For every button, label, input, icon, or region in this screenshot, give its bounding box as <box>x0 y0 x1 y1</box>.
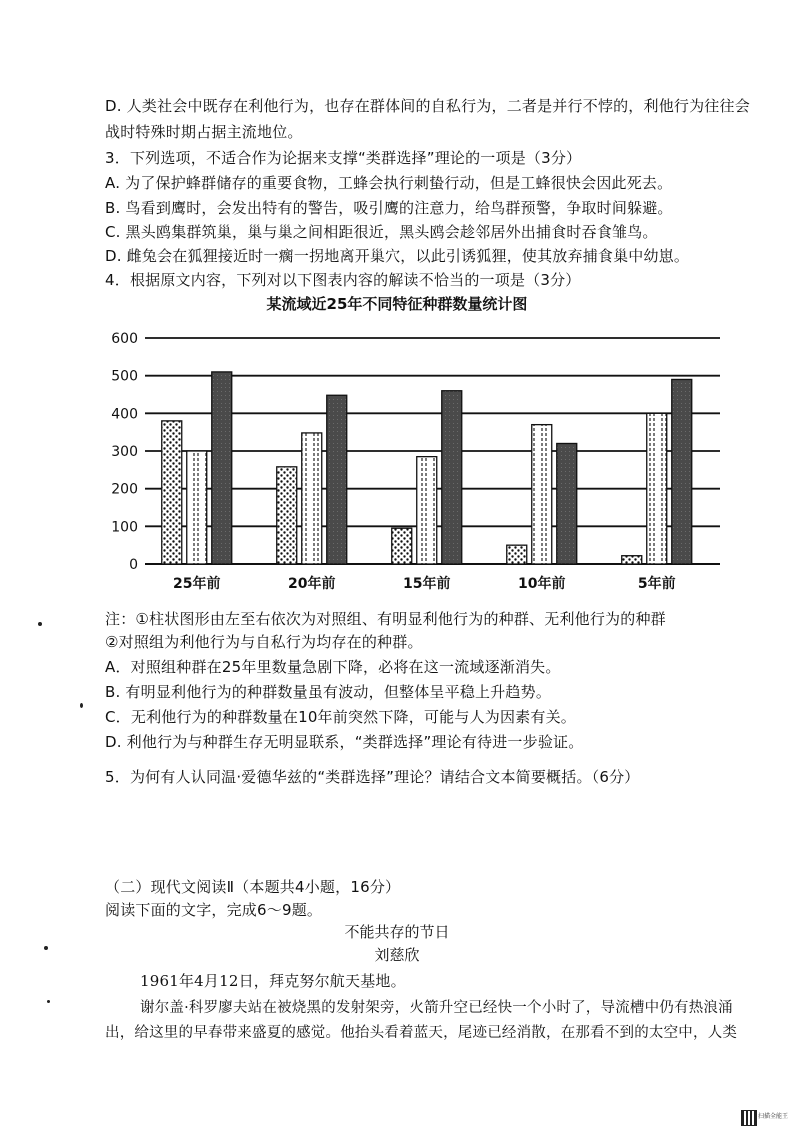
scan-speck <box>80 703 83 708</box>
bar-dots-1 <box>277 467 297 564</box>
bar-dashed-1 <box>302 433 322 564</box>
q4-stem: 4．根据原文内容，下列对以下图表内容的解读不恰当的一项是（3分） <box>105 271 581 289</box>
section2-instruction: 阅读下面的文字，完成6～9题。 <box>105 901 323 919</box>
q4-note-2: ②对照组为利他行为与自私行为均存在的种群。 <box>105 633 423 651</box>
bar-dots-2 <box>392 528 412 564</box>
bar-dark-2 <box>442 391 462 564</box>
story-paragraph-2-line2: 出，给这里的早春带来盛夏的感觉。他抬头看着蓝天，尾迹已经消散，在那看不到的太空中，人类 <box>105 1025 738 1041</box>
q3-option-a: A. 为了保护蜂群储存的重要食物，工蜂会执行刺蛰行动，但是工蜂很快会因此死去。 <box>105 174 673 192</box>
y-tick-label: 600 <box>111 331 138 347</box>
q3-stem: 3．下列选项，不适合作为论据来支撑“类群选择”理论的一项是（3分） <box>105 149 582 167</box>
bar-dashed-4 <box>647 413 667 564</box>
bar-dots-4 <box>622 556 642 564</box>
q4-option-c: C．无利他行为的种群数量在10年前突然下降，可能与人为因素有关。 <box>105 708 576 726</box>
scan-speck <box>38 622 42 626</box>
q2-option-d-line1: D. 人类社会中既存在利他行为，也存在群体间的自私行为，二者是并行不悖的，利他行为往往会 <box>105 97 750 115</box>
bar-dark-3 <box>557 443 577 564</box>
q4-option-b: B. 有明显利他行为的种群数量虽有波动，但整体呈平稳上升趋势。 <box>105 683 552 701</box>
chart-categories <box>173 575 676 592</box>
y-tick-label: 400 <box>111 406 138 423</box>
category-label: 20年前 <box>288 576 336 592</box>
population-bar-chart <box>100 318 730 603</box>
chart-bars <box>162 372 692 564</box>
q4-option-a: A．对照组种群在25年里数量急剧下降，必将在这一流域逐渐消失。 <box>105 658 561 676</box>
story-paragraph-2-line1: 谢尔盖·科罗廖夫站在被烧黑的发射架旁，火箭升空已经快一个小时了，导流槽中仍有热浪涌 <box>140 1000 733 1016</box>
bar-dashed-2 <box>417 457 437 564</box>
q4-option-d: D. 利他行为与种群生存无明显联系，“类群选择”理论有待进一步验证。 <box>105 733 584 751</box>
bar-dots-3 <box>507 545 527 564</box>
watermark-qr-icon <box>741 1110 757 1126</box>
y-tick-label: 500 <box>111 368 138 385</box>
q3-option-c: C. 黑头鸥集群筑巢，巢与巢之间相距很近，黑头鸥会趁邻居外出捕食时吞食雏鸟。 <box>105 223 658 241</box>
story-paragraph-1: 1961年4月12日，拜克努尔航天基地。 <box>140 972 406 990</box>
chart-title: 某流域近25年不同特征种群数量统计图 <box>266 295 528 313</box>
q5-stem: 5．为何有人认同温·爱德华兹的“类群选择”理论？请结合文本简要概括。（6分） <box>105 768 640 786</box>
bar-dashed-3 <box>532 425 552 564</box>
category-label: 15年前 <box>403 576 451 592</box>
category-label: 10年前 <box>518 576 566 592</box>
bar-dark-1 <box>327 395 347 564</box>
q2-option-d-line2: 战时特殊时期占据主流地位。 <box>105 123 303 141</box>
category-label: 5年前 <box>637 576 676 592</box>
bar-dots-0 <box>162 421 182 564</box>
watermark-text: 扫描全能王 <box>758 1113 789 1120</box>
bar-dark-0 <box>212 372 232 564</box>
story-author: 刘慈欣 <box>374 946 420 964</box>
scan-speck <box>47 1000 50 1003</box>
q4-note-1: 注：①柱状图形由左至右依次为对照组、有明显利他行为的种群、无利他行为的种群 <box>105 610 666 628</box>
bar-dark-4 <box>672 379 692 564</box>
category-label: 25年前 <box>173 576 221 592</box>
y-tick-label: 0 <box>129 557 138 573</box>
scan-speck <box>44 946 48 950</box>
q3-option-b: B. 鸟看到鹰时，会发出特有的警告，吸引鹰的注意力，给鸟群预警，争取时间躲避。 <box>105 199 673 217</box>
story-title: 不能共存的节日 <box>344 923 450 941</box>
chart-y-ticks <box>111 331 138 573</box>
y-tick-label: 200 <box>111 481 138 498</box>
bar-dashed-0 <box>187 451 207 564</box>
y-tick-label: 300 <box>111 444 138 460</box>
y-tick-label: 100 <box>111 519 138 536</box>
section2-heading: （二）现代文阅读Ⅱ（本题共4小题，16分） <box>105 878 401 896</box>
q3-option-d: D. 雌兔会在狐狸接近时一瘸一拐地离开巢穴，以此引诱狐狸，使其放弃捕食巢中幼崽。 <box>105 247 690 265</box>
